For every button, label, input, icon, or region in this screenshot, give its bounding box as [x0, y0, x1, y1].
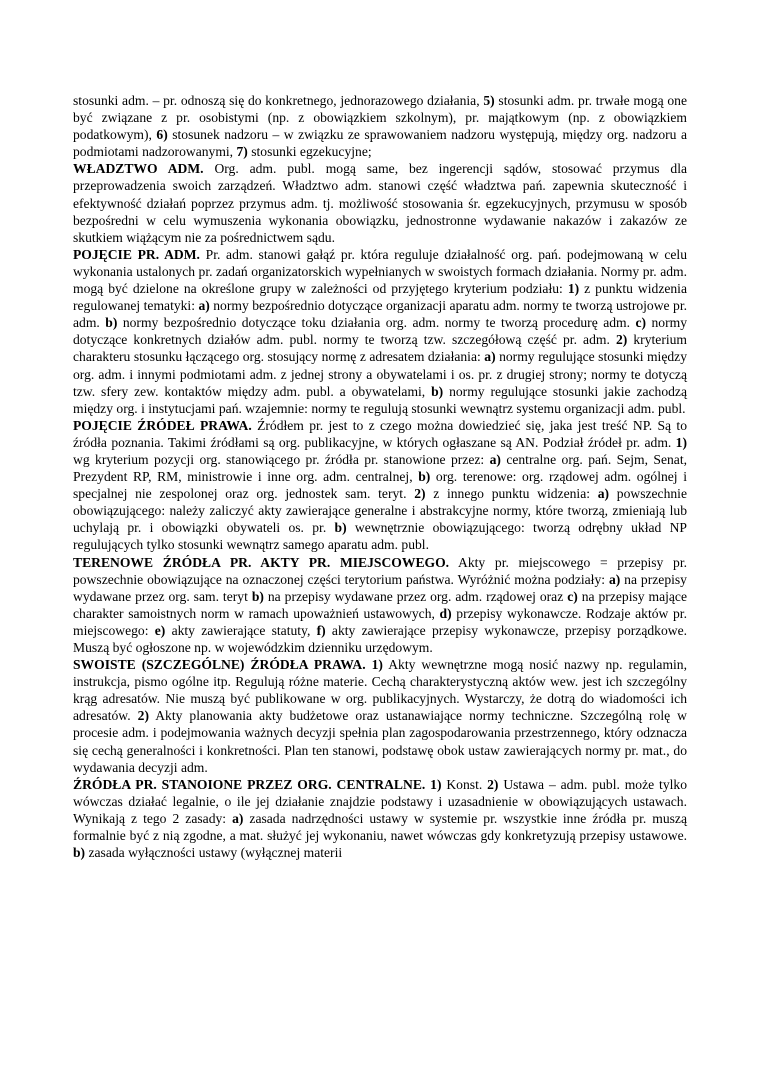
bold-text: f) — [316, 622, 326, 638]
bold-text: 2) — [137, 708, 149, 724]
bold-text: 2) — [487, 776, 499, 792]
text-run: stosunek nadzoru – w związku ze sprawowaniem nadzoru występują, między org. nadzoru a podmiotami nadzorowanymi, — [73, 127, 687, 160]
text-run: z punktu widzenia regulowanej tematyki: — [73, 281, 687, 314]
text-run: Źródłem pr. jest to z czego można dowiedzieć się, jaka jest treść NP. Są to źródła poznania. Takimi źródłami są org. publikacyjne, w których ogłaszane są AN. Podział źródeł pr. adm. — [73, 417, 687, 450]
paragraph — [73, 92, 687, 160]
text-run: normy dotyczące konkretnych działów adm. publ. normy te tworzą tzw. szczegółową część pr. adm. — [73, 315, 688, 348]
bold-text: b) — [73, 845, 86, 861]
bold-text: 1) — [430, 776, 442, 792]
bold-text: b) — [251, 588, 264, 604]
text-run: na przepisy wydawane przez org. sam. teryt — [73, 571, 687, 604]
text-run: normy regulujące stosunki między org. adm. i innymi podmiotami adm. z jednej strony a obywatelami i os. pr. z drugiej strony; normy te dotyczą tzw. sfery zew. kontaktów między adm. publ. a obywatelami, — [73, 349, 687, 399]
text-run: stosunki adm. pr. trwałe mogą one być związane z pr. osobistymi (np. z obowiązkiem szkolnym), pr. majątkowym (np. z obowiązkiem podatkowym), — [73, 93, 687, 143]
bold-text: c) — [567, 588, 578, 604]
bold-text: 7) — [236, 144, 248, 160]
text-run: normy regulujące stosunki jakie zachodzą między org. i instytucjami pań. wzajemnie: normy te regulują stosunki wewnątrz systemu organizacji adm. publ. — [73, 383, 688, 416]
paragraph — [73, 417, 687, 554]
text-run: Akty wewnętrzne mogą nosić nazwy np. regulamin, instrukcja, pismo ogólne itp. Regulują różne materie. Cechą charakterystyczną aktów wew. jest ich szczególny krąg adresatów. Nie muszą być publikowane w org. publikacyjnych. Wystarczy, że dotrą do wiadomości ich adresatów. — [73, 657, 687, 724]
text-run: powszechnie obowiązującego: należy zaliczyć akty zawierające generalne i abstrakcyjne normy, które tworzą, zmieniają lub uchylają pr. i obowiązki obywateli os. pr. — [73, 486, 687, 536]
paragraph — [73, 160, 687, 245]
text-run: kryterium charakteru stosunku łączącego org. stosujący normę z adresatem działania: — [73, 332, 687, 365]
text-run: Ustawa – adm. publ. może tylko wówczas działać legalnie, o ile jej działanie znajdzie podstawy i uzasadnienie w obowiązujących ustawach. Wynikają z tego 2 zasady: — [73, 776, 687, 826]
bold-text: 6) — [156, 127, 168, 143]
bold-text: b) — [418, 469, 431, 485]
bold-text: a) — [198, 298, 210, 314]
text-run: org. terenowe: org. rządowej adm. ogólnej i specjalnej nie zespolonej oraz org. jednostek sam. teryt. — [73, 469, 687, 502]
bold-text: WŁADZTWO ADM. — [73, 161, 204, 177]
text-run: zasada nadrzędności ustawy w systemie pr. wszystkie inne źródła pr. muszą formalnie być z nią zgodne, a mat. służyć jej wykonaniu, nawet wówczas gdy konkretyzują przepisy ustawowe. — [73, 810, 687, 844]
paragraph — [73, 554, 687, 657]
paragraph — [73, 656, 687, 776]
bold-text: 2) — [414, 486, 426, 502]
text-run: przepisy wykonawcze. Rodzaje aktów pr. miejscowego: — [73, 605, 687, 638]
bold-text: 1) — [675, 434, 687, 450]
paragraph — [73, 246, 687, 417]
bold-text: a) — [489, 451, 501, 467]
bold-text: c) — [635, 315, 647, 331]
bold-text: d) — [439, 605, 452, 621]
text-run: akty zawierające przepisy wykonawcze, przepisy porządkowe. Muszą być ogłoszone np. w wojewódzkim dzienniku urzędowym. — [73, 622, 687, 655]
text-run: akty zawierające statuty, — [165, 622, 317, 638]
text-run: normy bezpośrednio dotyczące toku działania org. adm. normy te tworzą procedurę adm. — [117, 315, 636, 331]
bold-text: TERENOWE ŹRÓDŁA PR. AKTY PR. MIEJSCOWEGO. — [73, 554, 450, 570]
bold-text: e) — [154, 622, 166, 638]
bold-text: a) — [597, 486, 610, 502]
bold-text: ŹRÓDŁA PR. STANOIONE PRZEZ ORG. CENTRALNE. — [73, 776, 426, 792]
paragraph — [73, 776, 687, 861]
bold-text: 1) — [567, 281, 580, 297]
bold-text: SWOISTE (SZCZEGÓLNE) ŹRÓDŁA PRAWA. — [73, 657, 366, 673]
bold-text: 1) — [371, 657, 383, 673]
text-run: Konst. — [441, 776, 488, 792]
text-run: z innego punktu widzenia: — [425, 486, 598, 502]
text-run: Pr. adm. stanowi gałąź pr. która reguluje działalność org. pań. podejmowaną w celu wykonania ustalonych pr. zadań organizatorskich wypełnianych w swoistych formach działania. Normy pr. adm. mogą być dzielone na określone grupy w zależności od przyjętego kryterium podziału: — [73, 246, 688, 297]
bold-text: POJĘCIE PR. ADM. — [73, 246, 200, 262]
text-run: Akty planowania akty budżetowe oraz ustanawiające normy techniczne. Szczególną rolę w procesie adm. i podejmowania ważnych decyzji spełnia plan zagospodarowania przestrzennego, który odznacza się cechą generalności i konkretności. Plan ten stanowi, podstawę obok ustaw zawierających normy pr. mat., do wydawania decyzji adm. — [73, 708, 687, 775]
bold-text: 5) — [483, 93, 495, 108]
text-run: na przepisy mające charakter samoistnych norm w ramach upoważnień ustawowych, — [73, 588, 687, 621]
text-run: stosunki egzekucyjne; — [247, 144, 372, 160]
bold-text: a) — [232, 810, 244, 826]
text-run: na przepisy wydawane przez org. adm. rządowej oraz — [263, 588, 568, 604]
bold-text: a) — [608, 571, 621, 587]
text-run: wg kryterium pozycji org. stanowiącego pr. źródła pr. stanowione przez: — [73, 451, 490, 467]
document-page — [73, 92, 687, 861]
bold-text: a) — [484, 349, 496, 365]
bold-text: POJĘCIE ŹRÓDEŁ PRAWA. — [73, 417, 252, 433]
text-run: normy bezpośrednio dotyczące organizacji aparatu adm. normy te tworzą ustrojowe pr. adm. — [73, 298, 688, 331]
bold-text: b) — [431, 383, 444, 399]
text-run: Org. adm. publ. mogą same, bez ingerencji sądów, stosować przymus dla przeprowadzenia swoich zarządzeń. Władztwo adm. stanowi część władztwa pań. zapewnia skuteczność i efektywność działań poprzez przymus adm. tj. możliwość stosowania śr. egzekucyjnych, przymusu w sposób bezpośredni w celu wymuszenia wykonania obowiązku, jednostronne wydawanie nakazów i zakazów ze skutkiem wiążącym nie za pośrednictwem sądu. — [73, 161, 687, 245]
bold-text: 2) — [615, 332, 628, 348]
text-run: wewnętrznie obowiązującego: tworzą odrębny układ NP regulujących tylko stosunki wewnątrz samego aparatu adm. publ. — [73, 520, 687, 553]
text-run: stosunki adm. – pr. odnoszą się do konkretnego, jednorazowego działania, — [73, 93, 484, 108]
text-run: Akty pr. miejscowego = przepisy pr. powszechnie obowiązujące na oznaczonej części terytorium państwa. Wyróżnić można podziały: — [73, 554, 688, 587]
text-run: zasada wyłączności ustawy (wyłącznej materii — [85, 845, 343, 861]
bold-text: b) — [334, 520, 347, 536]
bold-text: b) — [105, 315, 118, 331]
text-run: centralne org. pań. Sejm, Senat, Prezydent RP, RM, ministrowie i inne org. adm. centralnej, — [73, 451, 687, 485]
